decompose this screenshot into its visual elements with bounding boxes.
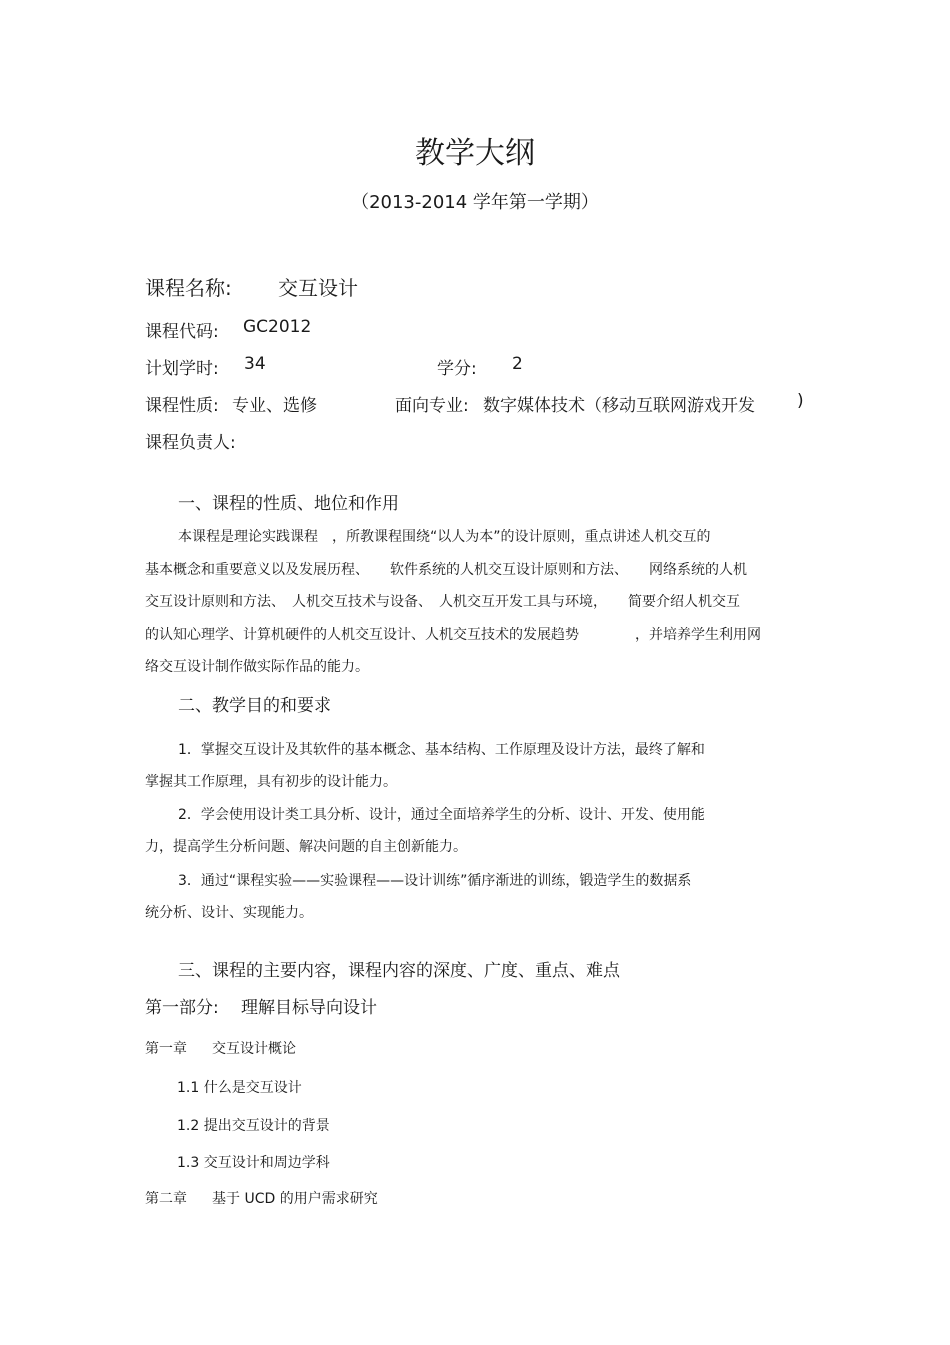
section1-line: 交互设计原则和方法、 人机交互技术与设备、 人机交互开发工具与环境， 简要介绍人机交互 bbox=[145, 594, 740, 610]
course-code-label: 课程代码: bbox=[145, 322, 219, 342]
major-label: 面向专业: bbox=[395, 396, 469, 416]
nature-value: 专业、选修 bbox=[232, 396, 317, 416]
section2-line: 统分析、设计、实现能力。 bbox=[145, 905, 313, 921]
nature-label: 课程性质: bbox=[145, 396, 219, 416]
chapter1-title: 交互设计概论 bbox=[212, 1041, 296, 1057]
section2-line: 力，提高学生分析问题、解决问题的自主创新能力。 bbox=[145, 839, 467, 855]
course-code-value: GC2012 bbox=[243, 317, 312, 337]
major-close-paren: ) bbox=[797, 391, 804, 411]
section1-line: 基本概念和重要意义以及发展历程、 软件系统的人机交互设计原则和方法、 网络系统的人机 bbox=[145, 562, 747, 578]
section1-line: 的认知心理学、计算机硬件的人机交互设计、人机交互技术的发展趋势 ，并培养学生利用网 bbox=[145, 627, 761, 643]
section1-line: 本课程是理论实践课程 ，所教课程围绕“以人为本”的设计原则，重点讲述人机交互的 bbox=[178, 529, 711, 545]
section1-heading: 一、课程的性质、地位和作用 bbox=[178, 494, 399, 514]
course-name-label: 课程名称: bbox=[145, 276, 232, 300]
chapter1-item: 1.3 交互设计和周边学科 bbox=[177, 1155, 330, 1171]
part1-title: 理解目标导向设计 bbox=[241, 998, 377, 1018]
section2-line: 3．通过“课程实验——实验课程——设计训练”循序渐进的训练，锻造学生的数据系 bbox=[178, 873, 692, 889]
chapter1-label: 第一章 bbox=[145, 1041, 187, 1057]
section2-heading: 二、教学目的和要求 bbox=[178, 696, 331, 716]
section2-line: 2．学会使用设计类工具分析、设计，通过全面培养学生的分析、设计、开发、使用能 bbox=[178, 807, 705, 823]
owner-label: 课程负责人: bbox=[145, 433, 236, 453]
chapter1-item: 1.2 提出交互设计的背景 bbox=[177, 1118, 330, 1134]
chapter2-title: 基于 UCD 的用户需求研究 bbox=[212, 1191, 378, 1207]
section3-heading: 三、课程的主要内容，课程内容的深度、广度、重点、难点 bbox=[178, 961, 620, 981]
hours-label: 计划学时: bbox=[145, 359, 219, 379]
section2-line: 1．掌握交互设计及其软件的基本概念、基本结构、工作原理及设计方法，最终了解和 bbox=[178, 742, 705, 758]
major-value: 数字媒体技术（移动互联网游戏开发 bbox=[483, 396, 755, 416]
section2-line: 掌握其工作原理，具有初步的设计能力。 bbox=[145, 774, 397, 790]
chapter1-item: 1.1 什么是交互设计 bbox=[177, 1080, 302, 1096]
page-title: 教学大纲 bbox=[415, 136, 535, 171]
section1-line: 络交互设计制作做实际作品的能力。 bbox=[145, 659, 369, 675]
part1-label: 第一部分: bbox=[145, 998, 219, 1018]
course-name-value: 交互设计 bbox=[278, 276, 358, 300]
credit-label: 学分: bbox=[437, 359, 477, 379]
hours-value: 34 bbox=[244, 354, 266, 374]
credit-value: 2 bbox=[512, 354, 523, 374]
page-subtitle: （2013-2014 学年第一学期） bbox=[351, 192, 599, 213]
chapter2-label: 第二章 bbox=[145, 1191, 187, 1207]
